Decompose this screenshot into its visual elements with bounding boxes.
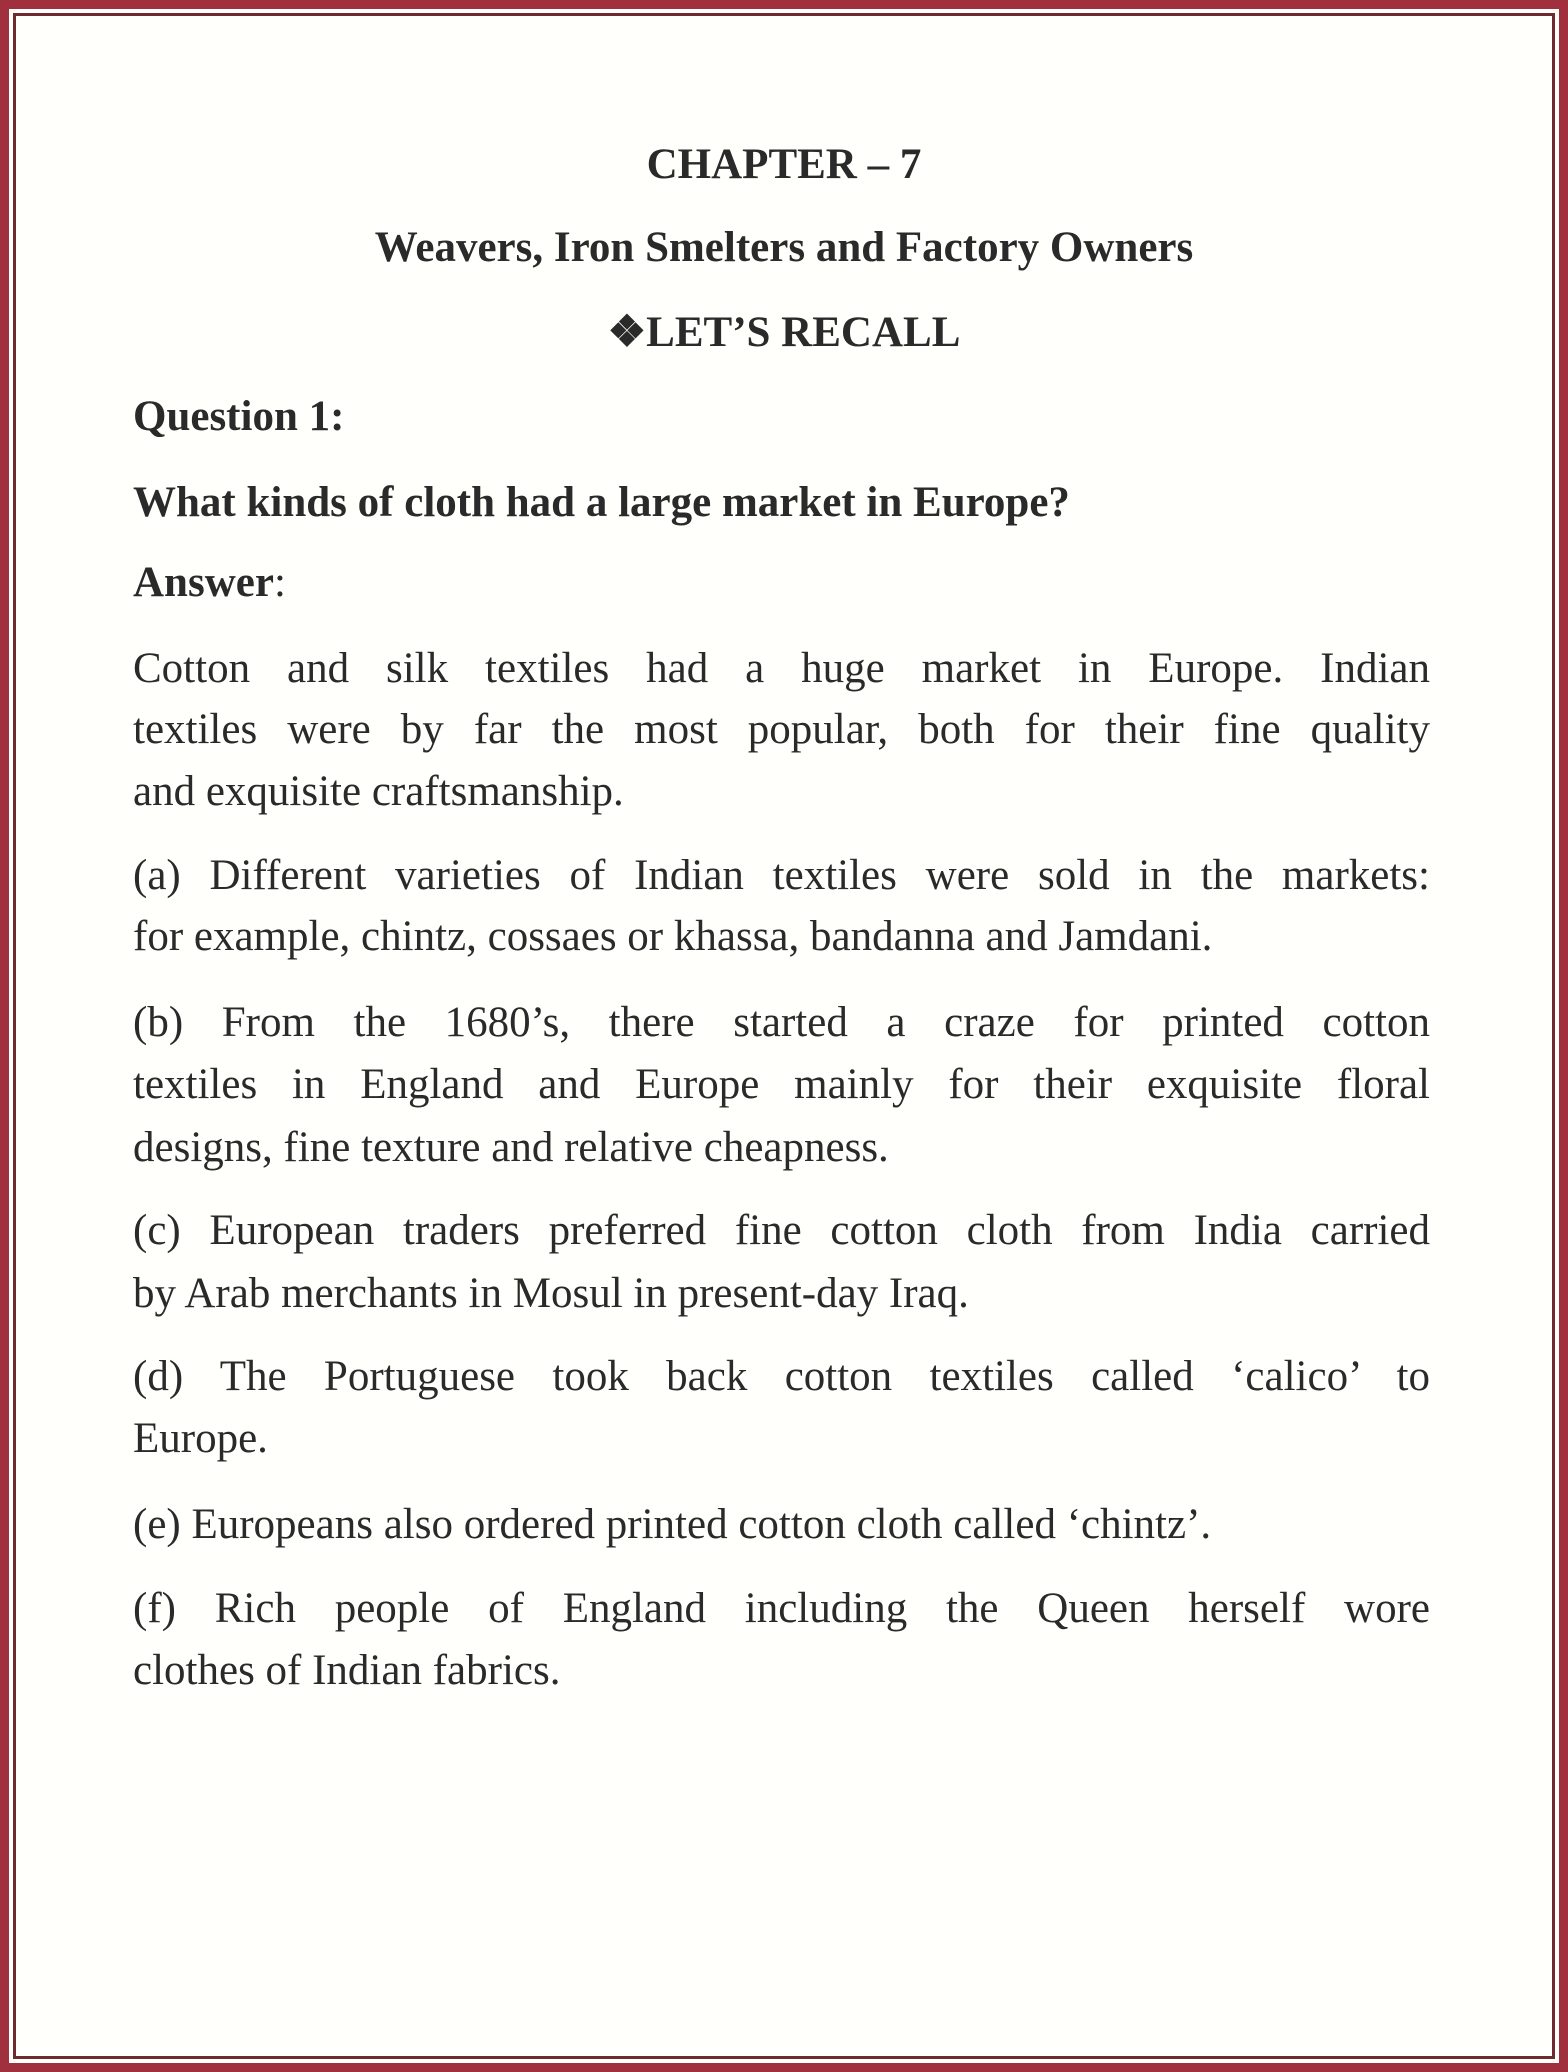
answer-label: Answer: bbox=[133, 559, 286, 606]
answer-paragraph-line: for example, chintz, cossaes or khassa, bandanna and Jamdani. bbox=[133, 913, 1213, 960]
diamond-ornament-icon: ❖ bbox=[607, 309, 647, 356]
answer-paragraph-line: (b) From the 1680’s, there started a craze for printed cotton bbox=[133, 999, 1430, 1046]
answer-paragraph-line: clothes of Indian fabrics. bbox=[133, 1647, 561, 1694]
answer-paragraph-line: textiles in England and Europe mainly for their exquisite floral bbox=[133, 1061, 1430, 1108]
answer-paragraph-line: (f) Rich people of England including the Queen herself wore bbox=[133, 1585, 1430, 1632]
answer-paragraph-line: Cotton and silk textiles had a huge market in Europe. Indian bbox=[133, 645, 1430, 692]
answer-paragraph-line: (c) European traders preferred fine cotton cloth from India carried bbox=[133, 1207, 1430, 1254]
question-text: What kinds of cloth had a large market in Europe? bbox=[133, 479, 1070, 526]
answer-paragraph-line: Europe. bbox=[133, 1415, 268, 1462]
answer-paragraph-line: and exquisite craftsmanship. bbox=[133, 768, 624, 815]
section-heading: ❖LET’S RECALL bbox=[607, 309, 961, 356]
chapter-heading: CHAPTER – 7 bbox=[646, 141, 922, 188]
answer-paragraph-line: textiles were by far the most popular, both for their fine quality bbox=[133, 706, 1430, 753]
answer-paragraph-line: designs, fine texture and relative cheapness. bbox=[133, 1124, 889, 1171]
answer-paragraph-line: (d) The Portuguese took back cotton textiles called ‘calico’ to bbox=[133, 1353, 1430, 1400]
answer-paragraph-line: (e) Europeans also ordered printed cotton cloth called ‘chintz’. bbox=[133, 1501, 1212, 1548]
question-label: Question 1: bbox=[133, 393, 345, 440]
chapter-title: Weavers, Iron Smelters and Factory Owners bbox=[374, 224, 1194, 271]
answer-paragraph-line: (a) Different varieties of Indian textiles were sold in the markets: bbox=[133, 852, 1430, 899]
answer-paragraph-line: by Arab merchants in Mosul in present-day Iraq. bbox=[133, 1270, 969, 1317]
